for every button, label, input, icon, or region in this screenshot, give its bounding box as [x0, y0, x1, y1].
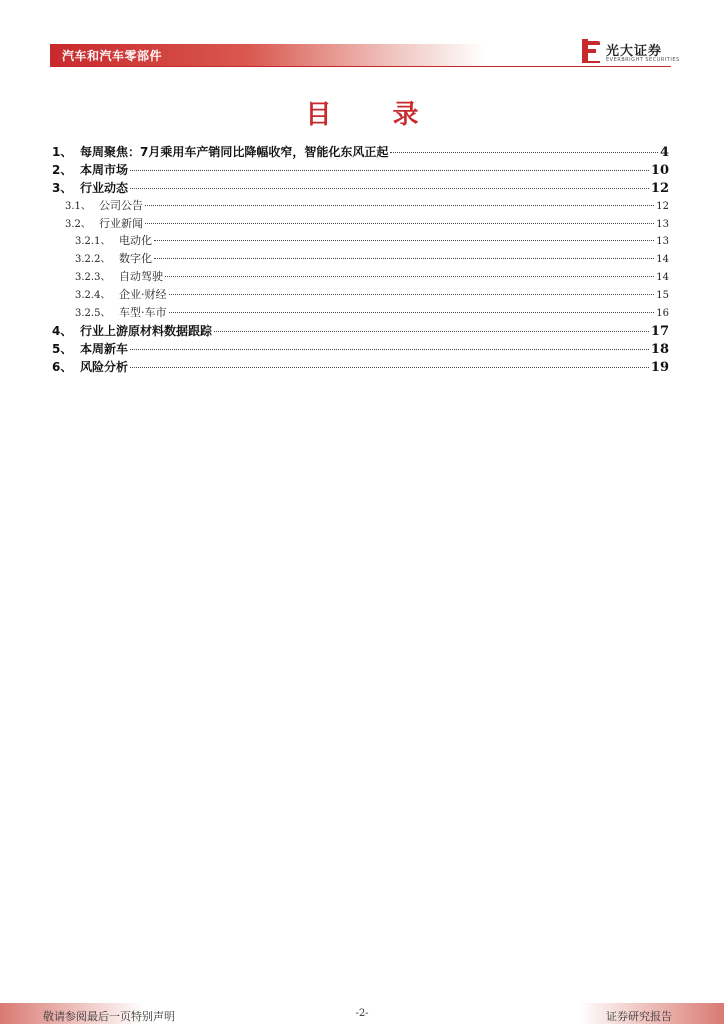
toc-entry-title: 行业新闻 [99, 216, 143, 230]
toc-entry-title: 电动化 [119, 234, 152, 248]
toc-entry-number: 2、 [52, 162, 73, 177]
logo-text-cn: 光大证券 [606, 44, 663, 59]
toc-leader-dots [154, 229, 654, 241]
toc-entry-page: 16 [656, 308, 669, 320]
toc-leader-dots [169, 301, 655, 313]
toc-entry-number: 3.2、 [65, 218, 91, 230]
everbright-logo-icon [580, 38, 602, 64]
table-of-contents [52, 143, 669, 376]
toc-entry-title: 车型·车市 [119, 306, 167, 320]
toc-entry-page: 14 [656, 272, 669, 284]
toc-entry-number: 6、 [52, 359, 73, 374]
toc-entry-title: 本周新车 [80, 341, 129, 356]
toc-leader-dots [214, 319, 649, 332]
footer-report-type: 证券研究报告 [606, 1010, 672, 1023]
toc-entry[interactable] [52, 358, 669, 376]
toc-entry-number: 3.2.5、 [75, 308, 111, 320]
toc-entry-number: 3.1、 [65, 200, 91, 212]
toc-entry-number: 4、 [52, 323, 73, 338]
toc-entry-title: 风险分析 [80, 359, 129, 374]
toc-leader-dots [130, 337, 649, 350]
toc-leader-dots [145, 212, 654, 224]
logo-text-en: EVERBRIGHT SECURITIES [606, 57, 680, 63]
toc-entry-page: 18 [650, 341, 669, 357]
toc-entry-page: 10 [650, 162, 669, 178]
footer-page-number: -2- [355, 1008, 369, 1019]
toc-entry-number: 3.2.3、 [75, 272, 111, 284]
toc-leader-dots [154, 247, 654, 259]
toc-entry-page: 4 [659, 145, 669, 160]
toc-entry-number: 3、 [52, 180, 73, 195]
toc-entry-number: 3.2.4、 [75, 290, 111, 302]
toc-entry-page: 12 [656, 200, 669, 212]
footer-disclaimer: 敬请参阅最后一页特别声明 [43, 1010, 175, 1023]
toc-entry-number: 3.2.2、 [75, 254, 111, 266]
toc-entry-title: 行业动态 [80, 180, 129, 195]
section-label: 汽车和汽车零部件 [62, 49, 163, 63]
toc-entry-page: 19 [650, 359, 669, 375]
toc-leader-dots [390, 140, 658, 153]
toc-leader-dots [169, 283, 655, 295]
brand-logo [580, 38, 680, 66]
header-rule [50, 66, 671, 67]
toc-entry-page: 13 [656, 218, 669, 230]
toc-entry-title: 本周市场 [80, 162, 129, 177]
toc-entry-title: 行业上游原材料数据跟踪 [80, 323, 213, 338]
toc-entry-number: 1、 [52, 145, 73, 159]
toc-entry-page: 14 [656, 254, 669, 266]
toc-entry-page: 17 [650, 323, 669, 339]
toc-entry-number: 3.2.1、 [75, 236, 111, 248]
toc-leader-dots [130, 355, 649, 368]
toc-entry-title: 企业·财经 [119, 288, 167, 302]
toc-entry-title: 数字化 [119, 252, 152, 266]
toc-entry-page: 15 [656, 290, 669, 302]
toc-leader-dots [165, 265, 654, 277]
toc-title: 目 录 [305, 100, 445, 130]
toc-leader-dots [130, 176, 649, 189]
toc-leader-dots [130, 158, 649, 171]
toc-leader-dots [145, 194, 654, 206]
toc-entry-page: 12 [650, 180, 669, 196]
toc-entry-page: 13 [656, 236, 669, 248]
toc-entry-number: 5、 [52, 341, 73, 356]
toc-entry-title: 自动驾驶 [119, 270, 163, 284]
toc-entry-title: 公司公告 [99, 198, 143, 212]
toc-entry-title: 每周聚焦：7月乘用车产销同比降幅收窄，智能化东风正起 [80, 145, 389, 159]
